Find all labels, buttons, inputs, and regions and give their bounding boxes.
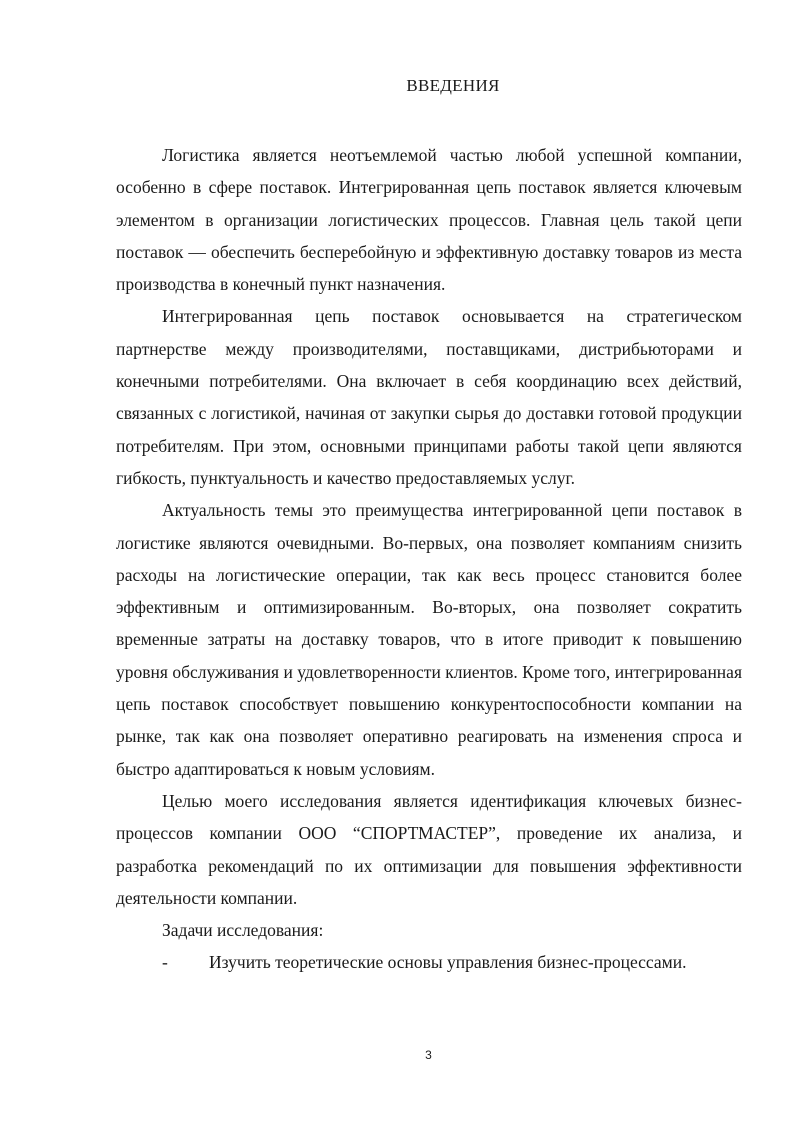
list-item [116,946,742,978]
paragraph-2: Интегрированная цепь поставок основывается на стратегическом партнерстве между производителями, поставщиками, дистрибьюторами и конечными потребителями. Она включает в себя координацию всех действий, связанных с логистикой, начиная от закупки сырья до доставки готовой продукции потребителям. При этом, основными принципами работы такой цепи являются гибкость, пунктуальность и качество предоставляемых услуг. [116,306,742,488]
page-title: ВВЕДЕНИЯ [406,76,500,95]
paragraph-3: Актуальность темы это преимущества интегрированной цепи поставок в логистике являются очевидными. Во-первых, она позволяет компаниям снизить расходы на логистические операции, так как весь процесс становится более эффективным и оптимизированным. Во-вторых, она позволяет сократить временные затраты на доставку товаров, что в итоге приводит к повышению уровня обслуживания и удовлетворенности клиентов. Кроме того, интегрированная цепь поставок способствует повышению конкурентоспособности компании на рынке, так как она позволяет оперативно реагировать на изменения спроса и быстро адаптироваться к новым условиям. [116,500,742,779]
page-number: 3 [425,1048,432,1062]
paragraph-1: Логистика является неотъемлемой частью любой успешной компании, особенно в сфере поставок. Интегрированная цепь поставок является ключевым элементом в организации логистических процессов. Главная цель такой цепи поставок — обеспечить бесперебойную и эффективную доставку товаров из места производства в конечный пункт назначения. [116,145,742,295]
tasks-heading: Задачи исследования: [162,920,324,941]
document-body [116,139,742,979]
paragraph-4: Целью моего исследования является идентификация ключевых бизнес-процессов компании ООО “СПОРТМАСТЕР”, проведение их анализа, и разработка рекомендаций по их оптимизации для повышения эффективности деятельности компании. [116,790,742,908]
list-item-text: Изучить теоретические основы управления бизнес-процессами. [209,952,687,973]
list-marker: - [162,952,168,973]
